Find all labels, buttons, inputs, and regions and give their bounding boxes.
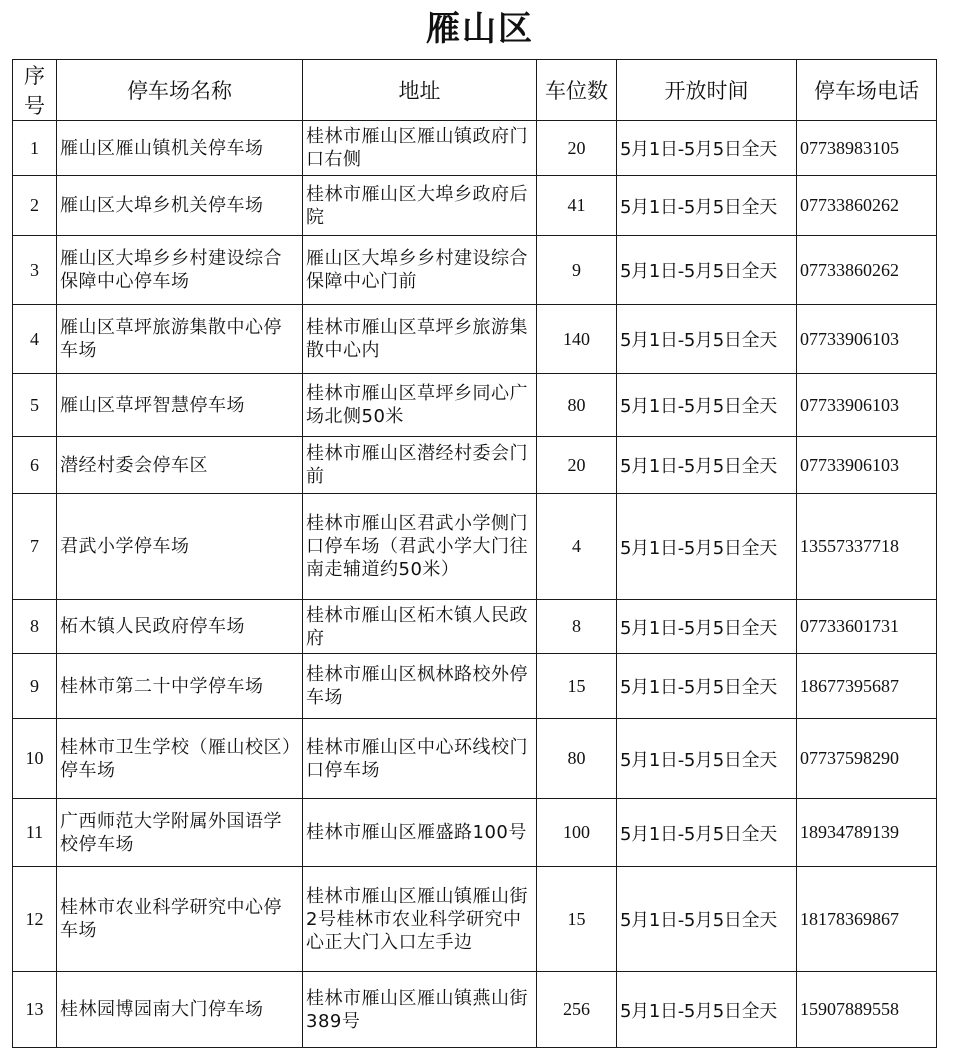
- cell-phone: 07733601731: [797, 600, 937, 654]
- table-row: [13, 799, 937, 867]
- table-row: [13, 305, 937, 374]
- cell-address: 桂林市雁山区柘木镇人民政府: [303, 600, 537, 654]
- table-row: [13, 600, 937, 654]
- cell-hours: 5月1日-5月5日全天: [617, 121, 797, 176]
- cell-seq: 4: [13, 305, 57, 374]
- cell-address: 桂林市雁山区草坪乡旅游集散中心内: [303, 305, 537, 374]
- cell-spaces: 20: [537, 121, 617, 176]
- table-row: [13, 494, 937, 600]
- cell-spaces: 140: [537, 305, 617, 374]
- cell-hours: 5月1日-5月5日全天: [617, 972, 797, 1048]
- cell-spaces: 41: [537, 176, 617, 236]
- cell-seq: 6: [13, 437, 57, 494]
- cell-address: 桂林市雁山区雁山镇燕山街389号: [303, 972, 537, 1048]
- cell-seq: 3: [13, 236, 57, 305]
- cell-hours: 5月1日-5月5日全天: [617, 719, 797, 799]
- cell-name: 雁山区大埠乡机关停车场: [57, 176, 303, 236]
- cell-name: 桂林市卫生学校（雁山校区）停车场: [57, 719, 303, 799]
- cell-hours: 5月1日-5月5日全天: [617, 374, 797, 437]
- cell-address: 桂林市雁山区大埠乡政府后院: [303, 176, 537, 236]
- cell-seq: 12: [13, 867, 57, 972]
- header-phone: 停车场电话: [797, 60, 937, 121]
- cell-spaces: 4: [537, 494, 617, 600]
- cell-name: 广西师范大学附属外国语学校停车场: [57, 799, 303, 867]
- cell-phone: 07733906103: [797, 374, 937, 437]
- table-row: [13, 121, 937, 176]
- table-row: [13, 374, 937, 437]
- cell-spaces: 100: [537, 799, 617, 867]
- cell-name: 柘木镇人民政府停车场: [57, 600, 303, 654]
- cell-hours: 5月1日-5月5日全天: [617, 654, 797, 719]
- cell-address: 桂林市雁山区草坪乡同心广场北侧50米: [303, 374, 537, 437]
- cell-address: 桂林市雁山区雁盛路100号: [303, 799, 537, 867]
- cell-address: 桂林市雁山区雁山镇雁山街2号桂林市农业科学研究中心正大门入口左手边: [303, 867, 537, 972]
- cell-phone: 07738983105: [797, 121, 937, 176]
- cell-address: 桂林市雁山区潜经村委会门前: [303, 437, 537, 494]
- cell-name: 桂林市农业科学研究中心停车场: [57, 867, 303, 972]
- cell-spaces: 80: [537, 374, 617, 437]
- table-row: [13, 236, 937, 305]
- cell-spaces: 8: [537, 600, 617, 654]
- header-address: 地址: [303, 60, 537, 121]
- table-header-row: [13, 60, 937, 121]
- header-seq: 序号: [13, 60, 57, 121]
- cell-phone: 18677395687: [797, 654, 937, 719]
- cell-spaces: 20: [537, 437, 617, 494]
- page-title: 雁山区: [426, 9, 534, 49]
- cell-seq: 7: [13, 494, 57, 600]
- cell-phone: 07737598290: [797, 719, 937, 799]
- cell-spaces: 15: [537, 867, 617, 972]
- cell-hours: 5月1日-5月5日全天: [617, 305, 797, 374]
- cell-name: 潜经村委会停车区: [57, 437, 303, 494]
- cell-phone: 07733906103: [797, 437, 937, 494]
- table-row: [13, 972, 937, 1048]
- cell-phone: 18934789139: [797, 799, 937, 867]
- table-row: [13, 867, 937, 972]
- cell-address: 雁山区大埠乡乡村建设综合保障中心门前: [303, 236, 537, 305]
- cell-phone: 07733860262: [797, 176, 937, 236]
- cell-hours: 5月1日-5月5日全天: [617, 799, 797, 867]
- cell-phone: 18178369867: [797, 867, 937, 972]
- cell-address: 桂林市雁山区君武小学侧门口停车场（君武小学大门往南走辅道约50米）: [303, 494, 537, 600]
- cell-hours: 5月1日-5月5日全天: [617, 867, 797, 972]
- cell-seq: 1: [13, 121, 57, 176]
- cell-name: 桂林园博园南大门停车场: [57, 972, 303, 1048]
- table-row: [13, 437, 937, 494]
- cell-hours: 5月1日-5月5日全天: [617, 437, 797, 494]
- cell-hours: 5月1日-5月5日全天: [617, 236, 797, 305]
- cell-spaces: 15: [537, 654, 617, 719]
- cell-seq: 9: [13, 654, 57, 719]
- header-spaces: 车位数: [537, 60, 617, 121]
- cell-spaces: 256: [537, 972, 617, 1048]
- cell-address: 桂林市雁山区雁山镇政府门口右侧: [303, 121, 537, 176]
- cell-address: 桂林市雁山区中心环线校门口停车场: [303, 719, 537, 799]
- cell-name: 雁山区草坪智慧停车场: [57, 374, 303, 437]
- cell-seq: 13: [13, 972, 57, 1048]
- cell-hours: 5月1日-5月5日全天: [617, 494, 797, 600]
- cell-seq: 8: [13, 600, 57, 654]
- cell-hours: 5月1日-5月5日全天: [617, 176, 797, 236]
- cell-spaces: 9: [537, 236, 617, 305]
- table-row: [13, 176, 937, 236]
- table-row: [13, 719, 937, 799]
- cell-seq: 10: [13, 719, 57, 799]
- cell-spaces: 80: [537, 719, 617, 799]
- cell-seq: 11: [13, 799, 57, 867]
- header-name: 停车场名称: [57, 60, 303, 121]
- cell-seq: 5: [13, 374, 57, 437]
- cell-hours: 5月1日-5月5日全天: [617, 600, 797, 654]
- cell-phone: 13557337718: [797, 494, 937, 600]
- cell-seq: 2: [13, 176, 57, 236]
- cell-phone: 07733906103: [797, 305, 937, 374]
- cell-phone: 15907889558: [797, 972, 937, 1048]
- cell-name: 君武小学停车场: [57, 494, 303, 600]
- cell-phone: 07733860262: [797, 236, 937, 305]
- cell-address: 桂林市雁山区枫林路校外停车场: [303, 654, 537, 719]
- cell-name: 雁山区雁山镇机关停车场: [57, 121, 303, 176]
- cell-name: 雁山区大埠乡乡村建设综合保障中心停车场: [57, 236, 303, 305]
- cell-name: 雁山区草坪旅游集散中心停车场: [57, 305, 303, 374]
- header-hours: 开放时间: [617, 60, 797, 121]
- parking-table: [12, 59, 937, 1048]
- cell-name: 桂林市第二十中学停车场: [57, 654, 303, 719]
- table-row: [13, 654, 937, 719]
